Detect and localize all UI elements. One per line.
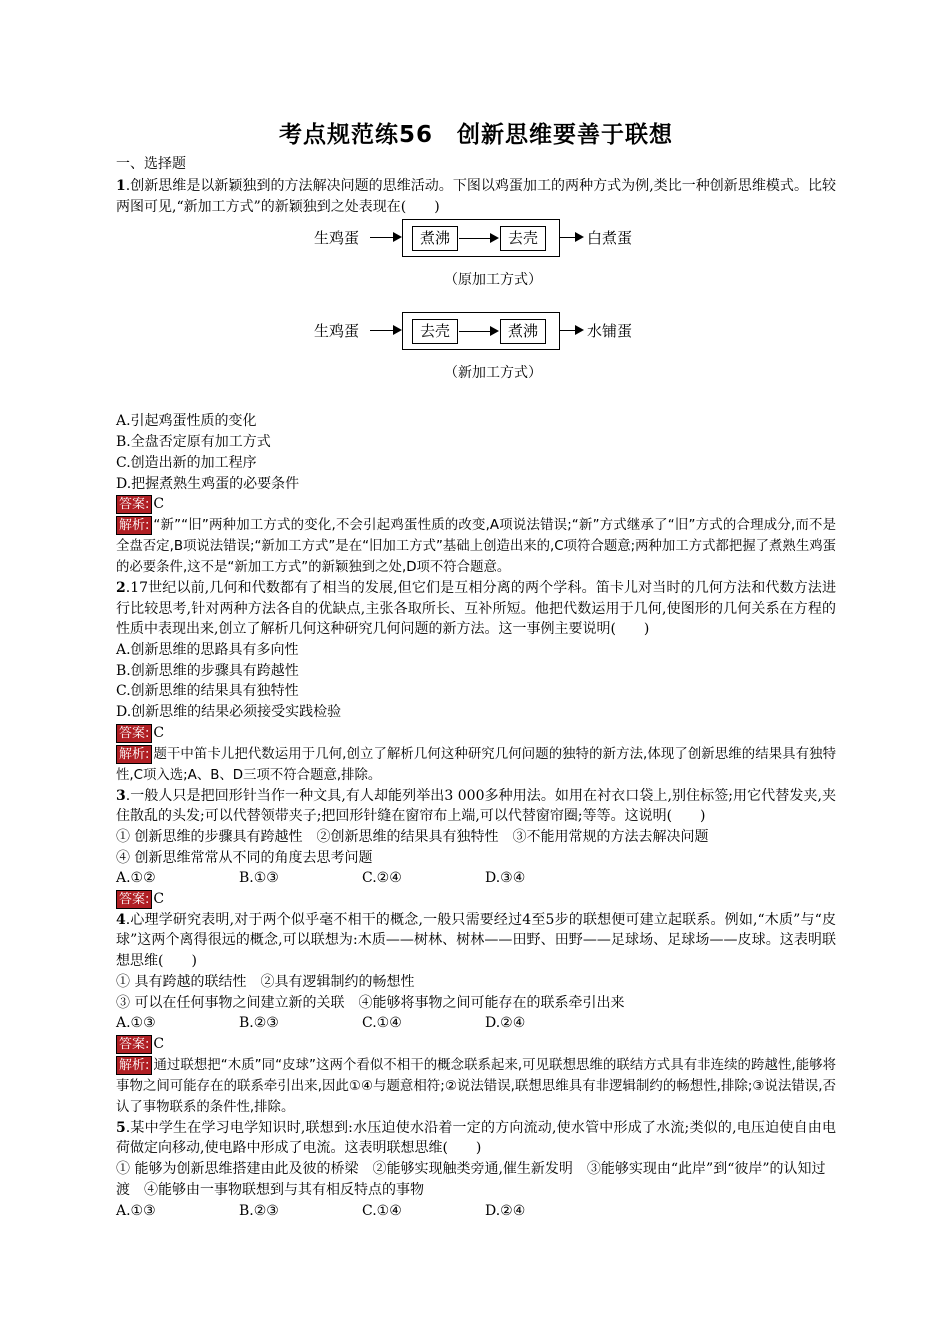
analysis-tag: 解析: <box>116 516 152 535</box>
question-text: .创新思维是以新颖独到的方法解决问题的思维活动。下图以鸡蛋加工的两种方式为例,类比一种创新思维模式。比较两图可见,“新加工方式”的新颖独到之处表现在( ) <box>116 178 836 215</box>
choice-d: D.②④ <box>485 1015 526 1032</box>
option-b: B.全盘否定原有加工方式 <box>116 434 271 451</box>
question-number: 2 <box>116 579 126 596</box>
question-text: .某中学生在学习电学知识时,联想到:水压迫使水沿着一定的方向流动,使水管中形成了水流;类似的,电压迫使自由电荷做定向移动,使电路中形成了电流。这表明联想思维( ) <box>116 1119 836 1157</box>
statement-line: ④ 创新思维常常从不同的角度去思考问题 <box>116 849 373 866</box>
arrow-head <box>490 326 499 336</box>
choice-b: B.②③ <box>239 1015 279 1032</box>
new-step2-box: 煮沸 <box>500 319 546 344</box>
question-3-stem <box>116 786 836 827</box>
choice-a: A.①③ <box>116 1015 156 1032</box>
question-1-stem <box>116 176 836 217</box>
question-2-stem <box>116 578 836 640</box>
answer-value: C <box>153 891 165 908</box>
page-title: 考点规范练56 创新思维要善于联想 <box>278 122 673 148</box>
answer-value: C <box>153 724 165 741</box>
arrow-head <box>393 325 402 335</box>
choice-d: D.③④ <box>485 870 526 887</box>
answer-line <box>116 889 836 910</box>
choice-a: A.①② <box>116 870 156 887</box>
choice-c: C.①④ <box>362 1015 402 1032</box>
option-a: A.引起鸡蛋性质的变化 <box>116 413 257 430</box>
answer-value: C <box>153 496 165 513</box>
arrow-line <box>560 330 576 331</box>
analysis-paragraph <box>116 744 836 786</box>
option-d: D.创新思维的结果必须接受实践检验 <box>116 704 342 721</box>
orig-caption: （原加工方式） <box>444 272 542 289</box>
answer-line <box>116 1034 836 1055</box>
analysis-text: 题干中笛卡儿把代数运用于几何,创立了解析几何这种研究几何问题的独特的新方法,体现了创新思维的结果具有独特性,C项入选;A、B、D三项不符合题意,排除。 <box>116 746 836 783</box>
analysis-tag: 解析: <box>116 745 152 764</box>
answer-tag: 答案: <box>116 890 152 909</box>
analysis-text: 通过联想把“木质”同“皮球”这两个看似不相干的概念联系起来,可见联想思维的联结方式具有非连续的跨越性,能够将事物之间可能存在的联系牵引出来,因此①④与题意相符;②说法错误,联想思维具有非逻辑制约的畅想性,排除;③说法错误,否认了事物联系的条件性,排除。 <box>116 1057 836 1115</box>
option-c: C.创造出新的加工程序 <box>116 454 257 471</box>
question-number: 5 <box>116 1119 126 1136</box>
question-number: 3 <box>116 787 126 804</box>
answer-tag: 答案: <box>116 1035 152 1054</box>
section-heading: 一、选择题 <box>116 156 186 172</box>
option-a: A.创新思维的思路具有多向性 <box>116 642 299 659</box>
choice-row <box>116 1201 836 1222</box>
new-output-label: 水铺蛋 <box>587 322 633 341</box>
question-number: 1 <box>116 178 126 194</box>
new-step1-box: 去壳 <box>412 319 458 344</box>
arrow-head <box>575 325 584 335</box>
choice-a: A.①③ <box>116 1202 156 1219</box>
question-1 <box>116 176 836 578</box>
analysis-paragraph <box>116 515 836 578</box>
question-4 <box>116 910 836 1118</box>
option-d: D.把握煮熟生鸡蛋的必要条件 <box>116 475 300 492</box>
question-5 <box>116 1118 836 1222</box>
option-b: B.创新思维的步骤具有跨越性 <box>116 662 299 679</box>
choice-b: B.①③ <box>239 870 279 887</box>
statement-line: ① 创新思维的步骤具有跨越性 ②创新思维的结果具有独特性 ③不能用常规的方法去解决问题 <box>116 828 709 845</box>
analysis-tag: 解析: <box>116 1056 152 1075</box>
answer-tag: 答案: <box>116 495 152 514</box>
question-5-stem <box>116 1118 836 1159</box>
answer-line <box>116 723 836 744</box>
arrow-line <box>560 237 576 238</box>
analysis-paragraph <box>116 1055 836 1118</box>
answer-tag: 答案: <box>116 724 152 743</box>
statement-line: ① 具有跨越的联结性 ②具有逻辑制约的畅想性 <box>116 973 415 990</box>
choice-b: B.②③ <box>239 1202 279 1219</box>
statement-line: ③ 可以在任何事物之间建立新的关联 ④能够将事物之间可能存在的联系牵引出来 <box>116 994 625 1011</box>
choice-c: C.①④ <box>362 1202 402 1219</box>
question-2 <box>116 578 836 786</box>
question-4-stem <box>116 910 836 972</box>
option-c: C.创新思维的结果具有独特性 <box>116 683 299 700</box>
orig-input-label: 生鸡蛋 <box>314 229 360 248</box>
question-number: 4 <box>116 911 126 928</box>
orig-step2-box: 去壳 <box>500 226 546 251</box>
question-text: .心理学研究表明,对于两个似乎毫不相干的概念,一般只需要经过4至5步的联想便可建立起联系。例如,“木质”与“皮球”这两个离得很远的概念,可以联想为:木质——树林、树林——田野、田野——足球场、足球场——皮球。这表明联想思维( ) <box>116 911 836 970</box>
arrow-head <box>490 233 499 243</box>
answer-value: C <box>153 1035 165 1052</box>
arrow-line <box>459 331 491 332</box>
question-3 <box>116 786 836 910</box>
question-text: .一般人只是把回形针当作一种文具,有人却能列举出3 000多种用法。如用在衬衣口袋上,别住标签;用它代替发夹,夹住散乱的头发;可以代替领带夹子;把回形针缝在窗帘布上端,可以代替窗帘圈;等等。这说明( ) <box>116 787 836 825</box>
arrow-line <box>370 330 394 331</box>
orig-step1-box: 煮沸 <box>412 226 458 251</box>
question-text: .17世纪以前,几何和代数都有了相当的发展,但它们是互相分离的两个学科。笛卡儿对当时的几何方法和代数方法进行比较思考,针对两种方法各自的优缺点,主张各取所长、互补所短。他把代数运用于几何,使图形的几何关系在方程的性质中表现出来,创立了解析几何这种研究几何问题的新方法。这一事例主要说明( ) <box>116 579 836 638</box>
egg-process-diagram <box>116 219 836 407</box>
arrow-line <box>370 237 394 238</box>
arrow-head <box>575 232 584 242</box>
analysis-text: “新”“旧”两种加工方式的变化,不会引起鸡蛋性质的改变,A项说法错误;“新”方式继承了“旧”方式的合理成分,而不是全盘否定,B项说法错误;“新加工方式”是在“旧加工方式”基础上创造出来的,C项符合题意;两种加工方式都把握了煮熟生鸡蛋的必要条件,这不是“新加工方式”的新颖独到之处,D项不符合题意。 <box>116 517 836 575</box>
worksheet-page <box>116 116 836 1221</box>
orig-output-label: 白煮蛋 <box>587 229 633 248</box>
answer-line <box>116 494 836 515</box>
statement-line: ① 能够为创新思维搭建由此及彼的桥梁 ②能够实现触类旁通,催生新发明 ③能够实现由“此岸”到“彼岸”的认知过渡 ④能够由一事物联想到与其有相反特点的事物 <box>116 1161 826 1198</box>
new-input-label: 生鸡蛋 <box>314 322 360 341</box>
arrow-line <box>459 238 491 239</box>
arrow-head <box>393 232 402 242</box>
choice-row <box>116 868 836 889</box>
new-caption: （新加工方式） <box>444 365 542 382</box>
choice-row <box>116 1013 836 1034</box>
choice-c: C.②④ <box>362 870 402 887</box>
choice-d: D.②④ <box>485 1202 526 1219</box>
